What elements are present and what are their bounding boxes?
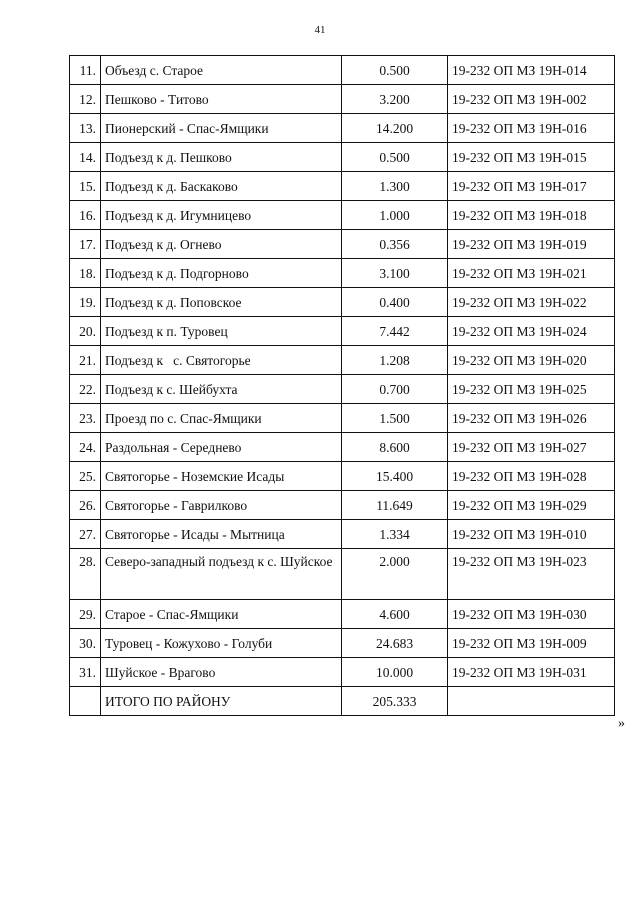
table-row	[70, 404, 615, 433]
total-row	[70, 687, 615, 716]
road-code: 19-232 ОП МЗ 19Н-017	[448, 172, 615, 201]
table-row	[70, 346, 615, 375]
road-code: 19-232 ОП МЗ 19Н-020	[448, 346, 615, 375]
road-name: Подъезд к с. Святогорье	[101, 346, 342, 375]
row-number: 13.	[70, 114, 101, 143]
row-number: 23.	[70, 404, 101, 433]
road-name: Святогорье - Исады - Мытница	[101, 520, 342, 549]
total-length: 205.333	[342, 687, 448, 716]
row-number: 21.	[70, 346, 101, 375]
row-number: 24.	[70, 433, 101, 462]
road-code: 19-232 ОП МЗ 19Н-028	[448, 462, 615, 491]
road-length: 0.356	[342, 230, 448, 259]
row-number: 27.	[70, 520, 101, 549]
road-name: Шуйское - Враговo	[101, 658, 342, 687]
table-row	[70, 172, 615, 201]
row-number: 19.	[70, 288, 101, 317]
road-length: 24.683	[342, 629, 448, 658]
row-number: 26.	[70, 491, 101, 520]
road-length: 0.400	[342, 288, 448, 317]
road-length: 4.600	[342, 600, 448, 629]
row-number: 31.	[70, 658, 101, 687]
table-row	[70, 600, 615, 629]
table-row	[70, 433, 615, 462]
road-code: 19-232 ОП МЗ 19Н-021	[448, 259, 615, 288]
road-name: Подъезд к д. Игумницево	[101, 201, 342, 230]
road-length: 8.600	[342, 433, 448, 462]
road-name: Подъезд к д. Подгорново	[101, 259, 342, 288]
row-number: 25.	[70, 462, 101, 491]
table-row	[70, 114, 615, 143]
road-code: 19-232 ОП МЗ 19Н-026	[448, 404, 615, 433]
road-name: Туровец - Кожухово - Голуби	[101, 629, 342, 658]
roads-table	[69, 55, 615, 716]
row-number: 30.	[70, 629, 101, 658]
road-code: 19-232 ОП МЗ 19Н-014	[448, 56, 615, 85]
row-number: 18.	[70, 259, 101, 288]
road-length: 10.000	[342, 658, 448, 687]
road-length: 14.200	[342, 114, 448, 143]
road-name: Подъезд к п. Туровец	[101, 317, 342, 346]
row-number: 28.	[70, 549, 101, 600]
road-code: 19-232 ОП МЗ 19Н-023	[448, 549, 615, 600]
road-length: 1.500	[342, 404, 448, 433]
road-length: 0.700	[342, 375, 448, 404]
road-length: 2.000	[342, 549, 448, 600]
road-code: 19-232 ОП МЗ 19Н-009	[448, 629, 615, 658]
road-code: 19-232 ОП МЗ 19Н-025	[448, 375, 615, 404]
row-number: 11.	[70, 56, 101, 85]
table-row	[70, 56, 615, 85]
road-code: 19-232 ОП МЗ 19Н-016	[448, 114, 615, 143]
table-row	[70, 629, 615, 658]
road-name: Подъезд к д. Поповское	[101, 288, 342, 317]
road-code: 19-232 ОП МЗ 19Н-019	[448, 230, 615, 259]
row-number: 15.	[70, 172, 101, 201]
road-length: 3.200	[342, 85, 448, 114]
road-length: 0.500	[342, 143, 448, 172]
road-length: 1.300	[342, 172, 448, 201]
table-row	[70, 462, 615, 491]
table-row	[70, 259, 615, 288]
road-code: 19-232 ОП МЗ 19Н-002	[448, 85, 615, 114]
road-code: 19-232 ОП МЗ 19Н-027	[448, 433, 615, 462]
road-length: 1.208	[342, 346, 448, 375]
row-number: 14.	[70, 143, 101, 172]
road-code: 19-232 ОП МЗ 19Н-031	[448, 658, 615, 687]
row-number: 22.	[70, 375, 101, 404]
road-code: 19-232 ОП МЗ 19Н-030	[448, 600, 615, 629]
row-number: 17.	[70, 230, 101, 259]
table-row	[70, 491, 615, 520]
road-length: 7.442	[342, 317, 448, 346]
road-length: 11.649	[342, 491, 448, 520]
row-number: 20.	[70, 317, 101, 346]
road-code: 19-232 ОП МЗ 19Н-018	[448, 201, 615, 230]
roads-table-body	[70, 56, 615, 716]
total-code-cell	[448, 687, 615, 716]
road-name: Северо-западный подъезд к с. Шуйское	[101, 549, 342, 600]
road-name: Подъезд к д. Пешково	[101, 143, 342, 172]
road-length: 1.334	[342, 520, 448, 549]
table-row	[70, 549, 615, 600]
table-row	[70, 658, 615, 687]
road-name: Святогорье - Ноземские Исады	[101, 462, 342, 491]
table-row	[70, 288, 615, 317]
total-number-cell	[70, 687, 101, 716]
table-row	[70, 201, 615, 230]
road-name: Пешково - Титово	[101, 85, 342, 114]
road-code: 19-232 ОП МЗ 19Н-010	[448, 520, 615, 549]
road-length: 3.100	[342, 259, 448, 288]
road-name: Раздольная - Середнево	[101, 433, 342, 462]
table-row	[70, 520, 615, 549]
road-code: 19-232 ОП МЗ 19Н-029	[448, 491, 615, 520]
road-name: Объезд с. Старое	[101, 56, 342, 85]
road-length: 1.000	[342, 201, 448, 230]
road-code: 19-232 ОП МЗ 19Н-022	[448, 288, 615, 317]
road-code: 19-232 ОП МЗ 19Н-024	[448, 317, 615, 346]
road-name: Святогорье - Гаврилково	[101, 491, 342, 520]
closing-quote-mark: »	[618, 716, 625, 731]
road-name: Пионерский - Спас-Ямщики	[101, 114, 342, 143]
table-row	[70, 317, 615, 346]
table-row	[70, 230, 615, 259]
row-number: 16.	[70, 201, 101, 230]
road-name: Подъезд к с. Шейбухта	[101, 375, 342, 404]
road-length: 0.500	[342, 56, 448, 85]
road-name: Проезд по с. Спас-Ямщики	[101, 404, 342, 433]
page-number: 41	[314, 24, 326, 36]
table-row	[70, 375, 615, 404]
row-number: 29.	[70, 600, 101, 629]
road-name: Старое - Спас-Ямщики	[101, 600, 342, 629]
table-row	[70, 143, 615, 172]
road-name: Подъезд к д. Огнево	[101, 230, 342, 259]
road-code: 19-232 ОП МЗ 19Н-015	[448, 143, 615, 172]
row-number: 12.	[70, 85, 101, 114]
table-row	[70, 85, 615, 114]
total-label: ИТОГО ПО РАЙОНУ	[101, 687, 342, 716]
road-name: Подъезд к д. Баскаково	[101, 172, 342, 201]
road-length: 15.400	[342, 462, 448, 491]
